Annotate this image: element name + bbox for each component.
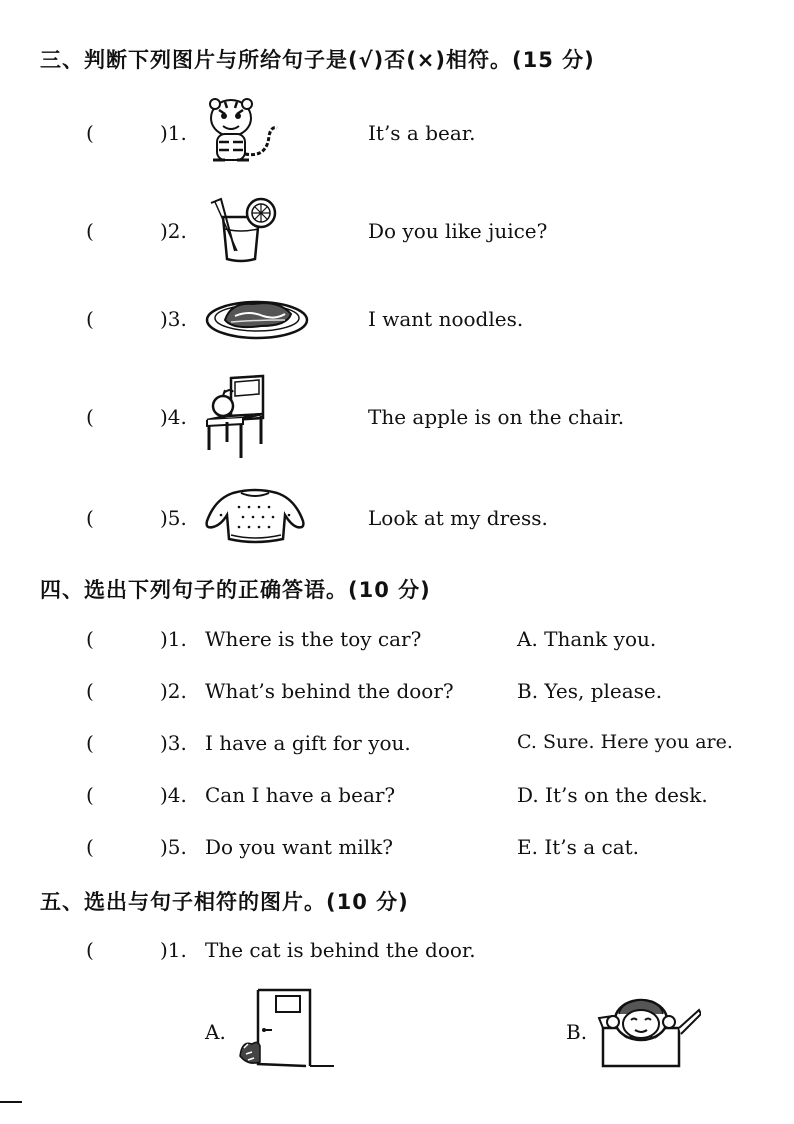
item-number: )5. [160, 835, 187, 859]
page-edge-mark [0, 1101, 22, 1103]
answer-option: D. It’s on the desk. [517, 783, 708, 807]
door-with-cat-icon [236, 986, 336, 1070]
sentence: The cat is behind the door. [205, 938, 476, 962]
sentence: The apple is on the chair. [368, 405, 625, 429]
answer-blank-open[interactable]: ( [86, 731, 94, 755]
section3-title: 三、判断下列图片与所给句子是(√)否(×)相符。(15 分) [40, 48, 595, 72]
answer-blank-open[interactable]: ( [86, 219, 94, 243]
sentence: Look at my dress. [368, 506, 548, 530]
option-label: A. [205, 1020, 226, 1044]
item-number: )5. [160, 506, 187, 530]
answer-blank-open[interactable]: ( [86, 405, 94, 429]
answer-blank-open[interactable]: ( [86, 121, 94, 145]
juice-glass-icon [203, 193, 283, 265]
answer-blank-open[interactable]: ( [86, 835, 94, 859]
answer-blank-open[interactable]: ( [86, 506, 94, 530]
answer-blank-open[interactable]: ( [86, 679, 94, 703]
question: Where is the toy car? [205, 627, 422, 651]
item-number: )1. [160, 938, 187, 962]
answer-blank-open[interactable]: ( [86, 627, 94, 651]
question: Can I have a bear? [205, 783, 396, 807]
question: What’s behind the door? [205, 679, 454, 703]
question: I have a gift for you. [205, 731, 411, 755]
answer-option: A. Thank you. [517, 627, 657, 651]
sentence: I want noodles. [368, 307, 524, 331]
answer-blank-open[interactable]: ( [86, 938, 94, 962]
tiger-icon [203, 96, 283, 166]
item-number: )1. [160, 627, 187, 651]
sweater-icon [203, 485, 307, 545]
sentence: It’s a bear. [368, 121, 476, 145]
steak-plate-icon [205, 292, 311, 342]
item-number: )2. [160, 679, 187, 703]
item-number: )1. [160, 121, 187, 145]
item-number: )4. [160, 783, 187, 807]
item-number: )2. [160, 219, 187, 243]
option-label: B. [566, 1020, 588, 1044]
monkey-in-box-icon [597, 994, 701, 1068]
answer-option: E. It’s a cat. [517, 835, 640, 859]
item-number: )3. [160, 307, 187, 331]
section4-title: 四、选出下列句子的正确答语。(10 分) [40, 578, 431, 602]
answer-option: C. Sure. Here you are. [517, 731, 733, 753]
apple-on-chair-icon [203, 372, 271, 462]
answer-option: B. Yes, please. [517, 679, 663, 703]
question: Do you want milk? [205, 835, 393, 859]
item-number: )3. [160, 731, 187, 755]
answer-blank-open[interactable]: ( [86, 307, 94, 331]
section5-title: 五、选出与句子相符的图片。(10 分) [40, 890, 409, 914]
answer-blank-open[interactable]: ( [86, 783, 94, 807]
item-number: )4. [160, 405, 187, 429]
sentence: Do you like juice? [368, 219, 548, 243]
